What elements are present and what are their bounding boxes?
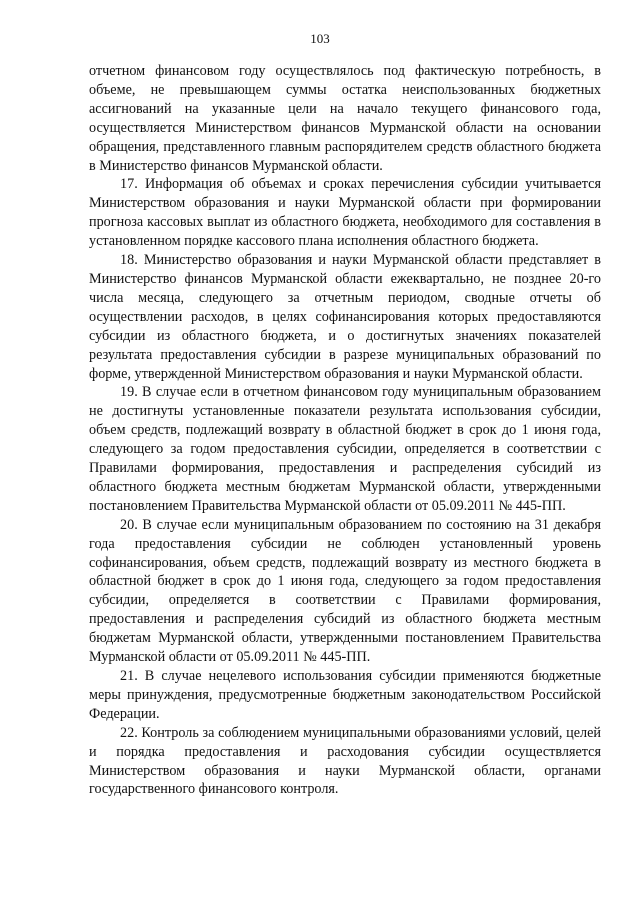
paragraph-20: 20. В случае если муниципальным образованием по состоянию на 31 декабря года предоставления субсидии не соблюден установленный уровень софинансирования, объем средств, подлежащий возврату из местного бюджета в областной бюджет в срок до 1 июня года, следующего за годом предоставления субсидии, определяется в соответствии с Правилами формирования, предоставления и распределения субсидий из областного бюджета местным бюджетам Мурманской области, утвержденными постановлением Правительства Мурманской области от 05.09.2011 № 445-ПП. <box>89 516 601 666</box>
document-body <box>89 62 601 799</box>
page-number: 103 <box>310 31 330 46</box>
paragraph-22: 22. Контроль за соблюдением муниципальными образованиями условий, целей и порядка предоставления и расходования субсидии осуществляется Министерством образования и науки Мурманской области, органами государственного финансового контроля. <box>89 724 601 798</box>
paragraph-17: 17. Информация об объемах и сроках перечисления субсидии учитывается Министерством образования и науки Мурманской области при формировании прогноза кассовых выплат из областного бюджета, необходимого для составления в установленном порядке кассового плана исполнения областного бюджета. <box>89 176 601 250</box>
paragraph-19: 19. В случае если в отчетном финансовом году муниципальным образованием не достигнуты установленные показатели результата использования субсидии, объем средств, подлежащий возврату в областной бюджет в срок до 1 июня года, следующего за годом предоставления субсидии, определяется в соответствии с Правилами формирования, предоставления и распределения субсидий из областного бюджета местным бюджетам Мурманской области, утвержденными постановлением Правительства Мурманской области от 05.09.2011 № 445-ПП. <box>89 384 601 514</box>
paragraph-18: 18. Министерство образования и науки Мурманской области представляет в Министерство финансов Мурманской области ежеквартально, не позднее 20-го числа месяца, следующего за отчетным периодом, сводные отчеты об осуществлении расходов, в целях софинансирования которых предоставляются субсидии из областного бюджета, и о достигнутых значениях показателей результата предоставления субсидии в разрезе муниципальных образований по форме, утвержденной Министерством образования и науки Мурманской области. <box>89 252 601 382</box>
paragraph-continuation: отчетном финансовом году осуществлялось под фактическую потребность, в объеме, не превышающем суммы остатка неиспользованных бюджетных ассигнований на указанные цели на начало текущего финансового года, осуществляется Министерством финансов Мурманской области на основании обращения, представленного главным распорядителем средств областного бюджета в Министерство финансов Мурманской области. <box>89 63 601 174</box>
paragraph-21: 21. В случае нецелевого использования субсидии применяются бюджетные меры принуждения, предусмотренные бюджетным законодательством Российской Федерации. <box>89 668 601 722</box>
